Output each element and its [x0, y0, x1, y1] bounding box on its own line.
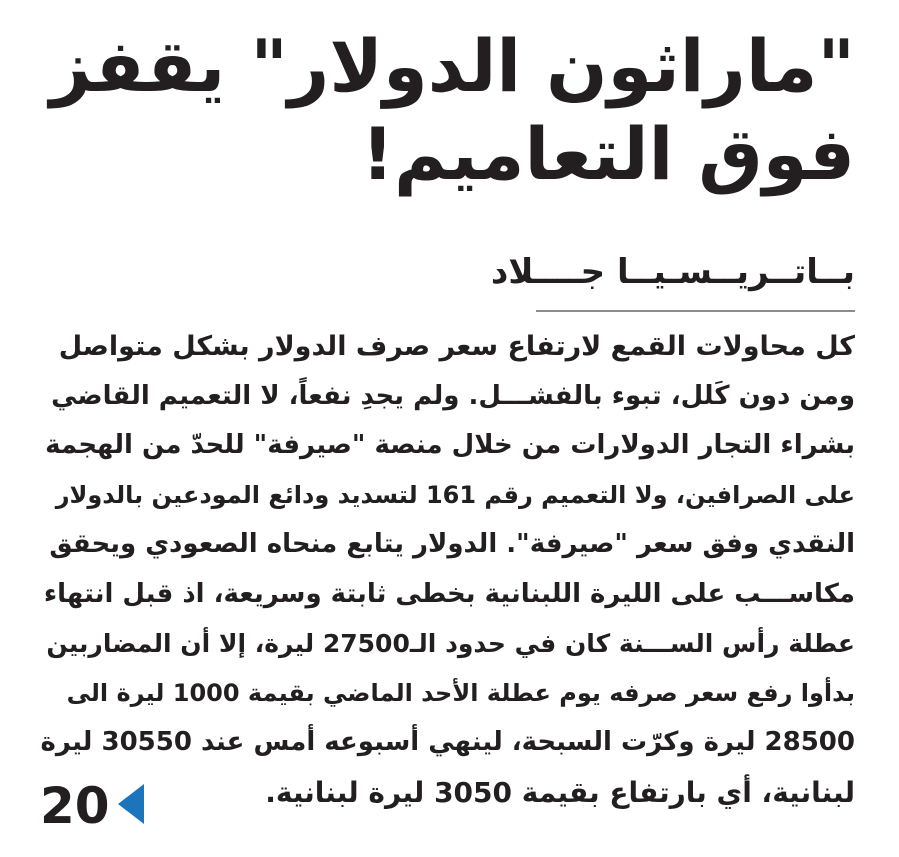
page-marker: [40, 776, 144, 836]
byline-divider: [536, 310, 855, 312]
body-line: بشراء التجار الدولارات من خلال منصة "صيرفة" للحدّ من الهجمة: [45, 430, 855, 460]
body-line: مكاســـب على الليرة اللبنانية بخطى ثابتة وسريعة، اذ قبل انتهاء: [43, 578, 855, 609]
body-line: النقدي وفق سعر "صيرفة". الدولار يتابع منحاه الصعودي ويحقق: [49, 529, 855, 559]
body-line: بدأوا رفع سعر صرفه يوم عطلة الأحد الماضي بقيمة 1000 ليرة الى: [66, 678, 855, 707]
body-line: 28500 ليرة وكرّت السبحة، لينهي أسبوعه أمس عند 30550 ليرة: [40, 727, 855, 757]
article-headline: [25, 22, 855, 198]
body-line: على الصرافين، ولا التعميم رقم 161 لتسديد ودائع المودعين بالدولار: [55, 480, 855, 509]
body-line: لبنانية، أي بارتفاع بقيمة 3050 ليرة لبنانية.: [265, 775, 855, 809]
body-line: كل محاولات القمع لارتفاع سعر صرف الدولار بشكل متواصل: [58, 331, 855, 362]
body-line: ومن دون كَلل، تبوء بالفشـــل. ولم يجدِ نفعاً، لا التعميم القاضي: [51, 380, 855, 411]
page-number: 20: [40, 777, 110, 835]
body-line: عطلة رأس الســـنة كان في حدود الـ27500 ليرة، إلا أن المضاربين: [46, 629, 855, 658]
headline-line-1: "ماراثون الدولار" يقفز: [49, 24, 855, 108]
headline-line-2: فوق التعاميم!: [361, 112, 855, 196]
author-byline: بــاتــريــسـيــا جــــلاد: [490, 252, 855, 292]
triangle-left-icon: [118, 784, 144, 828]
article-body: [39, 322, 855, 817]
